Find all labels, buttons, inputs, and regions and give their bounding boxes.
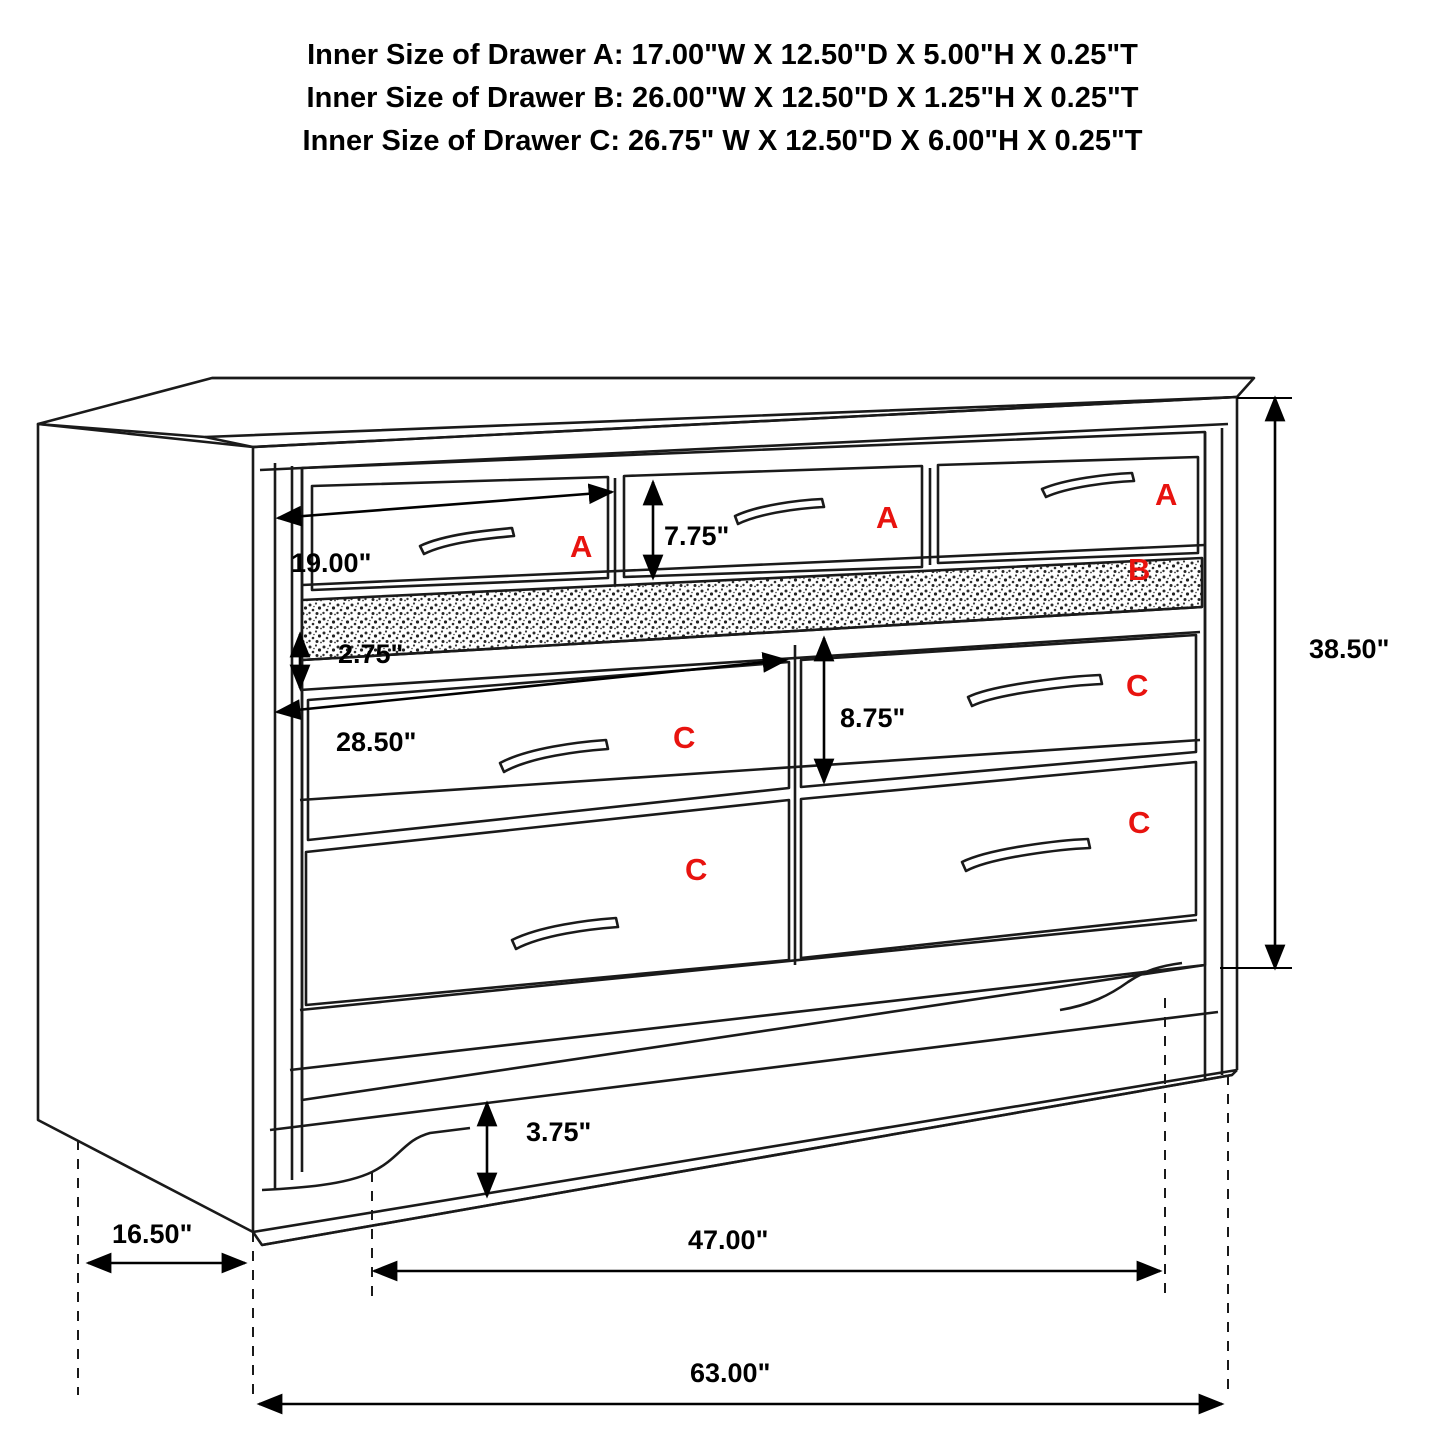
dim-drawer-c-height: 8.75": [840, 703, 906, 733]
dim-overall-height: 38.50": [1309, 634, 1390, 664]
spec-line-a: Inner Size of Drawer A: 17.00"W X 12.50"D X 5.00"H X 0.25"T: [307, 39, 1138, 71]
callout-a-center: A: [876, 500, 899, 535]
dim-drawer-c-width: 28.50": [336, 727, 417, 757]
dim-drawer-a-height: 7.75": [664, 521, 730, 551]
dim-drawer-a-width: 19.00": [291, 548, 372, 578]
callout-c-lower-left: C: [685, 852, 708, 887]
callout-a-right: A: [1155, 477, 1178, 512]
dim-inner-width: 47.00": [688, 1225, 769, 1255]
spec-line-c: Inner Size of Drawer C: 26.75" W X 12.50"D X 6.00"H X 0.25"T: [302, 125, 1143, 157]
dim-overall-width: 63.00": [690, 1358, 771, 1388]
dim-depth: 16.50": [112, 1219, 193, 1249]
spec-line-b: Inner Size of Drawer B: 26.00"W X 12.50"D X 1.25"H X 0.25"T: [306, 82, 1139, 114]
callout-c-lower-right: C: [1128, 805, 1151, 840]
callout-b: B: [1128, 552, 1151, 587]
callout-a-left: A: [570, 529, 593, 564]
callout-c-upper-left: C: [673, 720, 696, 755]
dim-base-clearance: 3.75": [526, 1117, 592, 1147]
dim-drawer-b-height: 2.75": [338, 639, 404, 669]
callout-c-upper-right: C: [1126, 668, 1149, 703]
